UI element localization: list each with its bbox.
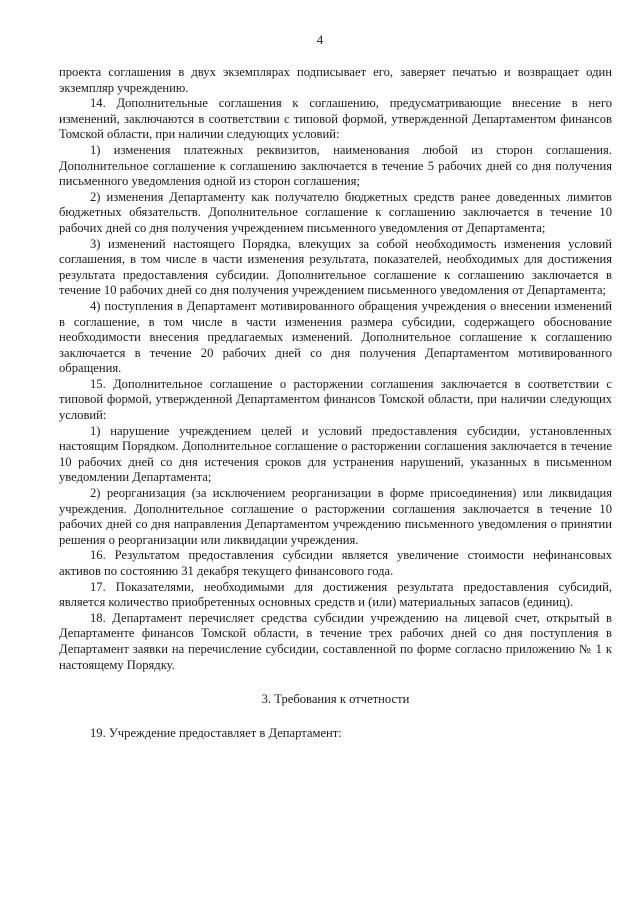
paragraph-15-item-1: 1) нарушение учреждением целей и условий предоставления субсидии, установленных настоящим Порядком. Дополнительное соглашение о расторжении соглашения заключается в течение 10 рабочих дней со дня истечения сроков для устранения нарушений, указанных в письменном уведомлении Департамента;	[59, 423, 612, 485]
paragraph-14-item-2: 2) изменения Департаменту как получателю бюджетных средств ранее доведенных лимитов бюджетных обязательств. Дополнительное соглашение к соглашению заключается в течение 10 рабочих дней со дня получения учреждением письменного уведомления от Департамента;	[59, 189, 612, 235]
paragraph-18: 18. Департамент перечисляет средства субсидии учреждению на лицевой счет, открытый в Департаменте финансов Томской области, в течение трех рабочих дней со дня поступления в Департамент заявки на перечисление субсидии, составленной по форме согласно приложению № 1 к настоящему Порядку.	[59, 610, 612, 672]
paragraph-14-item-1: 1) изменения платежных реквизитов, наименования любой из сторон соглашения. Дополнительное соглашение к соглашению заключается в течение 5 рабочих дней со дня получения письменного уведомления одной из сторон соглашения;	[59, 142, 612, 189]
paragraph-15-item-2: 2) реорганизация (за исключением реорганизации в форме присоединения) или ликвидация учреждения. Дополнительное соглашение о расторжении соглашения заключается в течение 10 рабочих дней со дня направления Департаментом учреждению письменного уведомления о принятии решения о реорганизации или ликвидации учреждения.	[59, 486, 612, 547]
paragraph-14-item-4: 4) поступления в Департамент мотивированного обращения учреждения о внесении изменений в соглашение, в том числе в части изменения размера субсидии, содержащего обоснование необходимости внесения предлагаемых изменений. Дополнительное соглашение к соглашению заключается в течение 20 рабочих дней со дня получения Департаментом мотивированного обращения.	[59, 298, 612, 376]
paragraph-15: 15. Дополнительное соглашение о расторжении соглашения заключается в соответствии с типовой формой, утвержденной Департаментом финансов Томской области, при наличии следующих условий:	[59, 376, 612, 423]
document-body	[59, 65, 612, 741]
page-number: 4	[316, 32, 324, 47]
section-heading: 3. Требования к отчетности	[261, 692, 410, 707]
paragraph-continuation: проекта соглашения в двух экземплярах подписывает его, заверяет печатью и возвращает один экземпляр учреждению.	[59, 65, 612, 95]
paragraph-19: 19. Учреждение предоставляет в Департамент:	[90, 725, 342, 740]
paragraph-14-item-3: 3) изменений настоящего Порядка, влекущих за собой необходимость изменения условий соглашения, в том числе в части изменения результата, показателей, необходимых для достижения результата предоставления субсидии. Дополнительное соглашение к соглашению заключается в течение 10 рабочих дней со дня получения учреждением письменного уведомления от Департамента;	[59, 236, 612, 298]
paragraph-16: 16. Результатом предоставления субсидии является увеличение стоимости нефинансовых активов по состоянию 31 декабря текущего финансового года.	[59, 548, 612, 578]
paragraph-17: 17. Показателями, необходимыми для достижения результата предоставления субсидий, является количество приобретенных основных средств и (или) материальных запасов (единиц).	[59, 579, 612, 610]
paragraph-14: 14. Дополнительные соглашения к соглашению, предусматривающие внесение в него изменений, заключаются в соответствии с типовой формой, утвержденной Департаментом финансов Томской области, при наличии следующих условий:	[59, 96, 612, 142]
